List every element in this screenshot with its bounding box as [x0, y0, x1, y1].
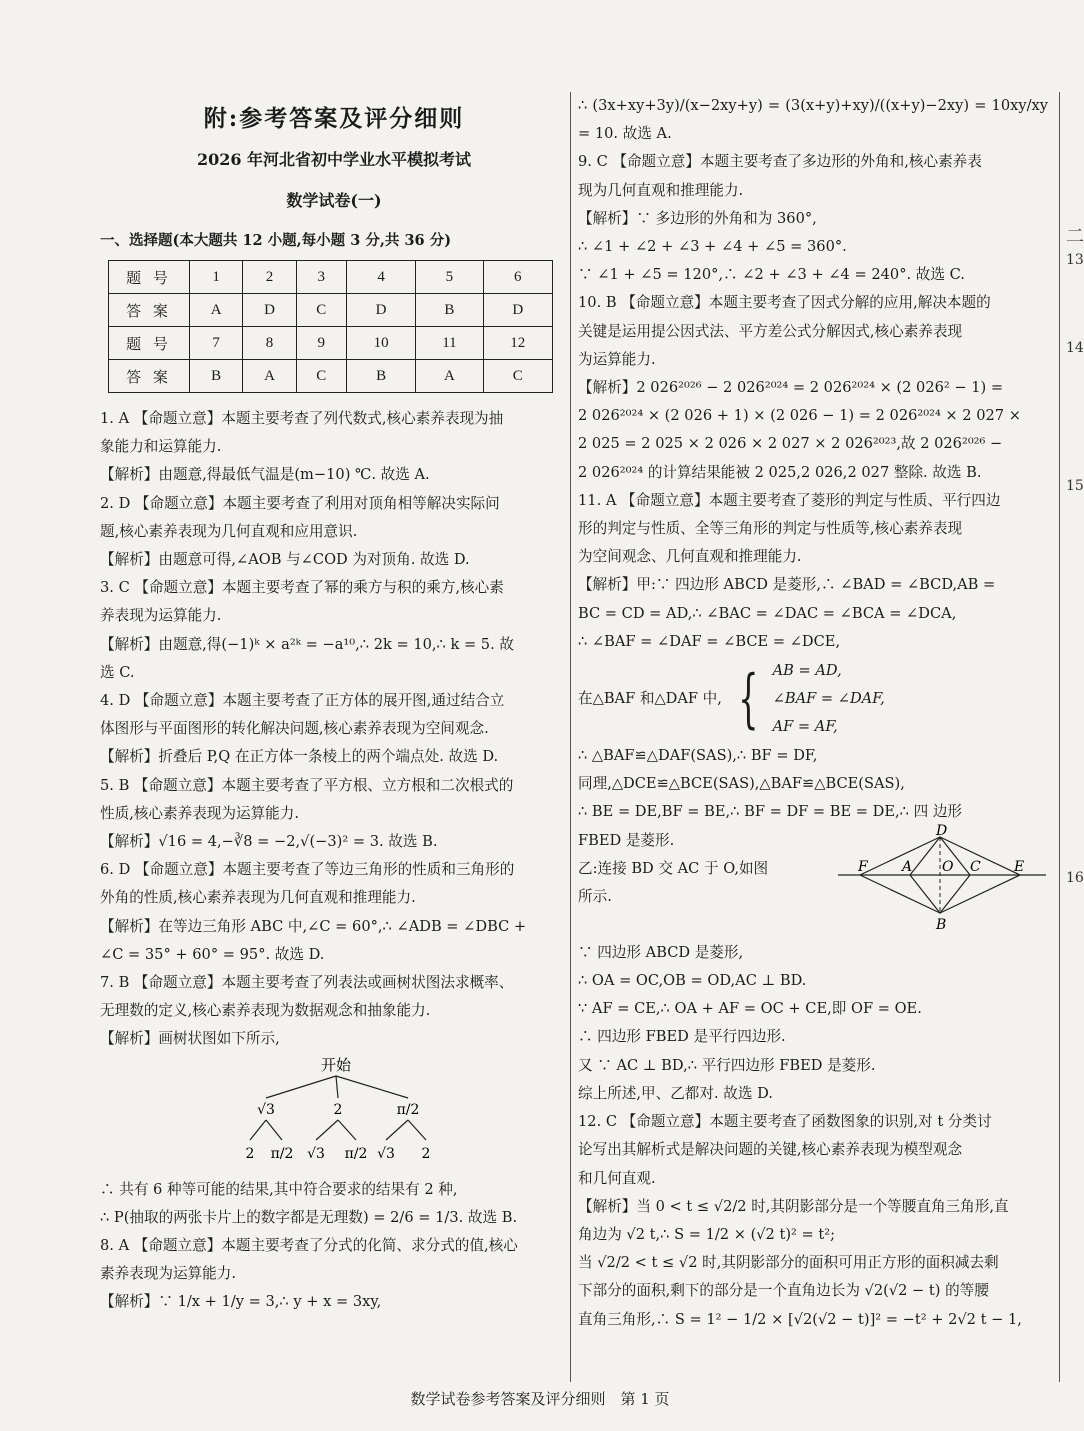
text-line: ∴ ∠BAF = ∠DAF = ∠BCE = ∠DCE,	[578, 632, 841, 650]
text-line: BC = CD = AD,∴ ∠BAC = ∠DAC = ∠BCA = ∠DCA,	[578, 604, 957, 622]
text-line: 12. C 【命题立意】本题主要考查了函数图象的识别,对 t 分类讨	[578, 1113, 992, 1131]
text-line: ∴ (3x+xy+3y)/(x−2xy+y) = (3(x+y)+xy)/((x+y)−2xy) = 10xy/xy = 10. 故选 A.	[578, 97, 1048, 143]
paper-name: 数学试卷(一)	[286, 191, 382, 210]
table-cell: A	[416, 360, 483, 393]
text-line: 当 √2/2 < t ≤ √2 时,其阴影部分的面积可用正方形的面积减去剩	[578, 1254, 999, 1272]
text-line: 2 026²⁰²⁴ 的计算结果能被 2 025,2 026,2 027 整除. 故选 B.	[578, 463, 982, 481]
exam-subtitle: 2026 年河北省初中学业水平模拟考试	[196, 150, 472, 169]
tree-leaf: √3	[307, 1145, 325, 1162]
table-cell: D	[346, 294, 415, 327]
table-cell: 3	[296, 261, 346, 294]
text-line: 【解析】当 0 < t ≤ √2/2 时,其阴影部分是一个等腰直角三角形,直	[578, 1197, 1009, 1215]
table-cell: B	[346, 360, 415, 393]
table-row	[109, 294, 553, 327]
right-column	[578, 92, 1048, 1334]
text-line: 论写出其解析式是解决问题的关键,核心素养表现为模型观念	[578, 1141, 963, 1159]
figure-caption-line: 乙:连接 BD 交 AC 于 O,如图	[578, 859, 769, 877]
row-label: 答 案	[109, 360, 190, 393]
text-line: 8. A 【命题立意】本题主要考查了分式的化简、求分式的值,核心	[100, 1237, 518, 1255]
text-line: 选 C.	[100, 663, 135, 681]
table-cell: 6	[483, 261, 552, 294]
text-line: 形的判定与性质、全等三角形的判定与性质等,核心素养表现	[578, 520, 963, 538]
text-line: 和几何直观.	[578, 1169, 656, 1187]
text-line: ∵ 四边形 ABCD 是菱形,	[578, 943, 744, 961]
table-cell: C	[296, 360, 346, 393]
text-line: 【解析】∵ 多边形的外角和为 360°,	[578, 209, 817, 227]
table-cell: 11	[416, 327, 483, 360]
text-line: 7. B 【命题立意】本题主要考查了列表法或画树状图法求概率、	[100, 974, 514, 992]
brace-symbol: {	[738, 662, 759, 737]
tree-leaf: √3	[377, 1145, 395, 1162]
text-line: 题,核心素养表现为几何直观和应用意识.	[100, 522, 358, 540]
text-line: 外角的性质,核心素养表现为几何直观和推理能力.	[100, 889, 416, 907]
point-label: F	[858, 858, 868, 875]
brace-line: ∠BAF = ∠DAF,	[772, 690, 885, 708]
edge-mark: 13	[1066, 252, 1084, 268]
point-label: C	[970, 858, 981, 875]
tree-leaf: π/2	[344, 1145, 368, 1162]
table-cell: B	[190, 360, 243, 393]
tree-node: 2	[333, 1101, 343, 1118]
text-line: 4. D 【命题立意】本题主要考查了正方体的展开图,通过结合立	[100, 692, 505, 710]
edge-mark: 16	[1066, 870, 1084, 886]
text-line: 【解析】折叠后 P,Q 在正方体一条棱上的两个端点处. 故选 D.	[100, 748, 499, 766]
table-cell: A	[243, 360, 296, 393]
text-line: 综上所述,甲、乙都对. 故选 D.	[578, 1084, 773, 1102]
table-cell: 8	[243, 327, 296, 360]
left-text-block-2	[100, 1176, 568, 1317]
text-line: 【解析】由题意,得最低气温是(m−10) ℃. 故选 A.	[100, 466, 430, 484]
page-title: 附:参考答案及评分细则	[203, 105, 465, 132]
text-line: ∵ AF = CE,∴ OA + AF = OC + CE,即 OF = OE.	[578, 1000, 922, 1018]
row-label: 题 号	[109, 327, 190, 360]
left-text-block	[100, 405, 568, 1054]
page-footer: 数学试卷参考答案及评分细则 第 1 页	[410, 1390, 670, 1408]
text-line: ∴ BE = DE,BF = BE,∴ BF = DF = BE = DE,∴ 四 边形	[578, 803, 963, 821]
table-cell: 1	[190, 261, 243, 294]
text-line: 2 025 = 2 025 × 2 026 × 2 027 × 2 026²⁰²³,故 2 026²⁰²⁶ −	[578, 435, 1003, 453]
table-cell: 7	[190, 327, 243, 360]
text-line: 【解析】由题意可得,∠AOB 与∠COD 为对顶角. 故选 D.	[100, 551, 470, 569]
point-label: E	[1014, 858, 1025, 875]
tree-leaf: π/2	[270, 1145, 294, 1162]
text-line: 2. D 【命题立意】本题主要考查了利用对顶角相等解决实际问	[100, 494, 500, 512]
text-line: ∴ △BAF≌△DAF(SAS),∴ BF = DF,	[578, 747, 818, 765]
text-line: 【解析】∵ 1/x + 1/y = 3,∴ y + x = 3xy,	[100, 1293, 382, 1311]
tree-node: π/2	[396, 1101, 420, 1118]
text-line: 为空间观念、几何直观和推理能力.	[578, 548, 802, 566]
text-line: 直角三角形,∴ S = 1² − 1/2 × [√2(√2 − t)]² = −t² + 2√2 t − 1,	[578, 1310, 1022, 1328]
table-cell: 2	[243, 261, 296, 294]
table-cell: D	[483, 294, 552, 327]
text-line: 5. B 【命题立意】本题主要考查了平方根、立方根和二次根式的	[100, 776, 514, 794]
text-line: 2 026²⁰²⁴ × (2 026 + 1) × (2 026 − 1) = 2 026²⁰²⁴ × 2 027 ×	[578, 407, 1021, 425]
text-line: 素养表现为运算能力.	[100, 1265, 236, 1283]
table-cell: 10	[346, 327, 415, 360]
text-line: 【解析】画树状图如下所示,	[100, 1030, 280, 1048]
table-cell: 12	[483, 327, 552, 360]
text-line: 象能力和运算能力.	[100, 438, 222, 456]
text-line: 关键是运用提公因式法、平方差公式分解因式,核心素养表现	[578, 322, 963, 340]
text-line: 1. A 【命题立意】本题主要考查了列代数式,核心素养表现为抽	[100, 410, 504, 427]
point-label: D	[936, 822, 948, 839]
text-line: FBED 是菱形.	[578, 831, 675, 849]
text-line: 10. B 【命题立意】本题主要考查了因式分解的应用,解决本题的	[578, 294, 991, 312]
text-line: 养表现为运算能力.	[100, 607, 222, 625]
edge-mark: 二	[1066, 226, 1084, 247]
left-column	[100, 92, 568, 1317]
table-row	[109, 327, 553, 360]
point-label: B	[936, 916, 947, 933]
tree-root-label: 开始	[320, 1055, 352, 1074]
text-line: 角边为 √2 t,∴ S = 1/2 × (√2 t)² = t²;	[578, 1225, 836, 1243]
text-line: ∵ ∠1 + ∠5 = 120°,∴ ∠2 + ∠3 + ∠4 = 240°. 故选 C.	[578, 266, 965, 284]
table-cell: B	[416, 294, 483, 327]
text-line: 无理数的定义,核心素养表现为数据观念和抽象能力.	[100, 1002, 431, 1020]
text-line: 9. C 【命题立意】本题主要考查了多边形的外角和,核心素养表	[578, 153, 982, 171]
text-line: 【解析】由题意,得(−1)ᵏ × a²ᵏ = −a¹⁰,∴ 2k = 10,∴ k = 5. 故	[100, 635, 514, 653]
text-line: 6. D 【命题立意】本题主要考查了等边三角形的性质和三角形的	[100, 861, 515, 879]
text-line: 【解析】甲:∵ 四边形 ABCD 是菱形,∴ ∠BAD = ∠BCD,AB =	[578, 576, 996, 594]
text-line: 下部分的面积,剩下的部分是一个直角边长为 √2(√2 − t) 的等腰	[578, 1282, 989, 1300]
text-line: ∴ 四边形 FBED 是平行四边形.	[578, 1028, 786, 1046]
table-cell: 9	[296, 327, 346, 360]
text-line: 【解析】在等边三角形 ABC 中,∠C = 60°,∴ ∠ADB = ∠DBC +	[100, 917, 527, 935]
rhombus-figure	[836, 822, 1048, 937]
text-line: 体图形与平面图形的转化解决问题,核心素养表现为空间观念.	[100, 720, 489, 738]
probability-tree-diagram	[100, 1054, 568, 1172]
row-label: 题 号	[109, 261, 190, 294]
text-line: 同理,△DCE≌△BCE(SAS),△BAF≌△BCE(SAS),	[578, 775, 905, 793]
text-line: 3. C 【命题立意】本题主要考查了幂的乘方与积的乘方,核心素	[100, 579, 504, 597]
tree-leaf: 2	[421, 1145, 431, 1162]
text-line: 11. A 【命题立意】本题主要考查了菱形的判定与性质、平行四边	[578, 491, 1001, 509]
tree-node: √3	[257, 1101, 275, 1118]
brace-prefix: 在△BAF 和△DAF 中,	[578, 689, 722, 707]
text-line: 现为几何直观和推理能力.	[578, 181, 744, 199]
brace-line: AB = AD,	[772, 662, 842, 680]
edge-mark: 14	[1066, 340, 1084, 356]
table-row	[109, 360, 553, 393]
text-line: 【解析】√16 = 4,−∛8 = −2,√(−3)² = 3. 故选 B.	[100, 833, 438, 851]
text-line: 【解析】2 026²⁰²⁶ − 2 026²⁰²⁴ = 2 026²⁰²⁴ × (2 026² − 1) =	[578, 379, 1004, 397]
table-cell: C	[296, 294, 346, 327]
column-divider	[570, 92, 571, 1382]
table-cell: C	[483, 360, 552, 393]
tree-leaf: 2	[245, 1145, 255, 1162]
figure-caption-line: 所示.	[578, 888, 612, 906]
table-cell: A	[190, 294, 243, 327]
text-line: ∠C = 35° + 60° = 95°. 故选 D.	[100, 945, 325, 963]
right-text-block-3	[578, 939, 1048, 1334]
table-cell: 5	[416, 261, 483, 294]
table-cell: D	[243, 294, 296, 327]
text-line: 又 ∵ AC ⊥ BD,∴ 平行四边形 FBED 是菱形.	[578, 1056, 876, 1074]
point-label: O	[942, 858, 954, 875]
brace-lines	[773, 657, 885, 741]
answer-table	[108, 260, 553, 393]
text-line: ∴ 共有 6 种等可能的结果,其中符合要求的结果有 2 种,	[100, 1180, 458, 1198]
page-edge-divider	[1059, 92, 1060, 1382]
text-line: 性质,核心素养表现为运算能力.	[100, 804, 299, 822]
row-label: 答 案	[109, 294, 190, 327]
right-text-block	[578, 92, 1048, 656]
text-line: ∴ OA = OC,OB = OD,AC ⊥ BD.	[578, 972, 807, 990]
section-heading: 一、选择题(本大题共 12 小题,每小题 3 分,共 36 分)	[100, 232, 452, 249]
text-line: ∴ P(抽取的两张卡片上的数字都是无理数) = 2/6 = 1/3. 故选 B.	[100, 1208, 518, 1226]
congruence-conditions	[578, 656, 1048, 742]
point-label: A	[902, 858, 913, 875]
edge-mark: 15	[1066, 478, 1084, 494]
table-cell: 4	[346, 261, 415, 294]
brace-line: AF = AF,	[772, 718, 838, 736]
text-line: ∴ ∠1 + ∠2 + ∠3 + ∠4 + ∠5 = 360°.	[578, 238, 847, 256]
text-line: 为运算能力.	[578, 350, 656, 368]
table-row	[109, 261, 553, 294]
